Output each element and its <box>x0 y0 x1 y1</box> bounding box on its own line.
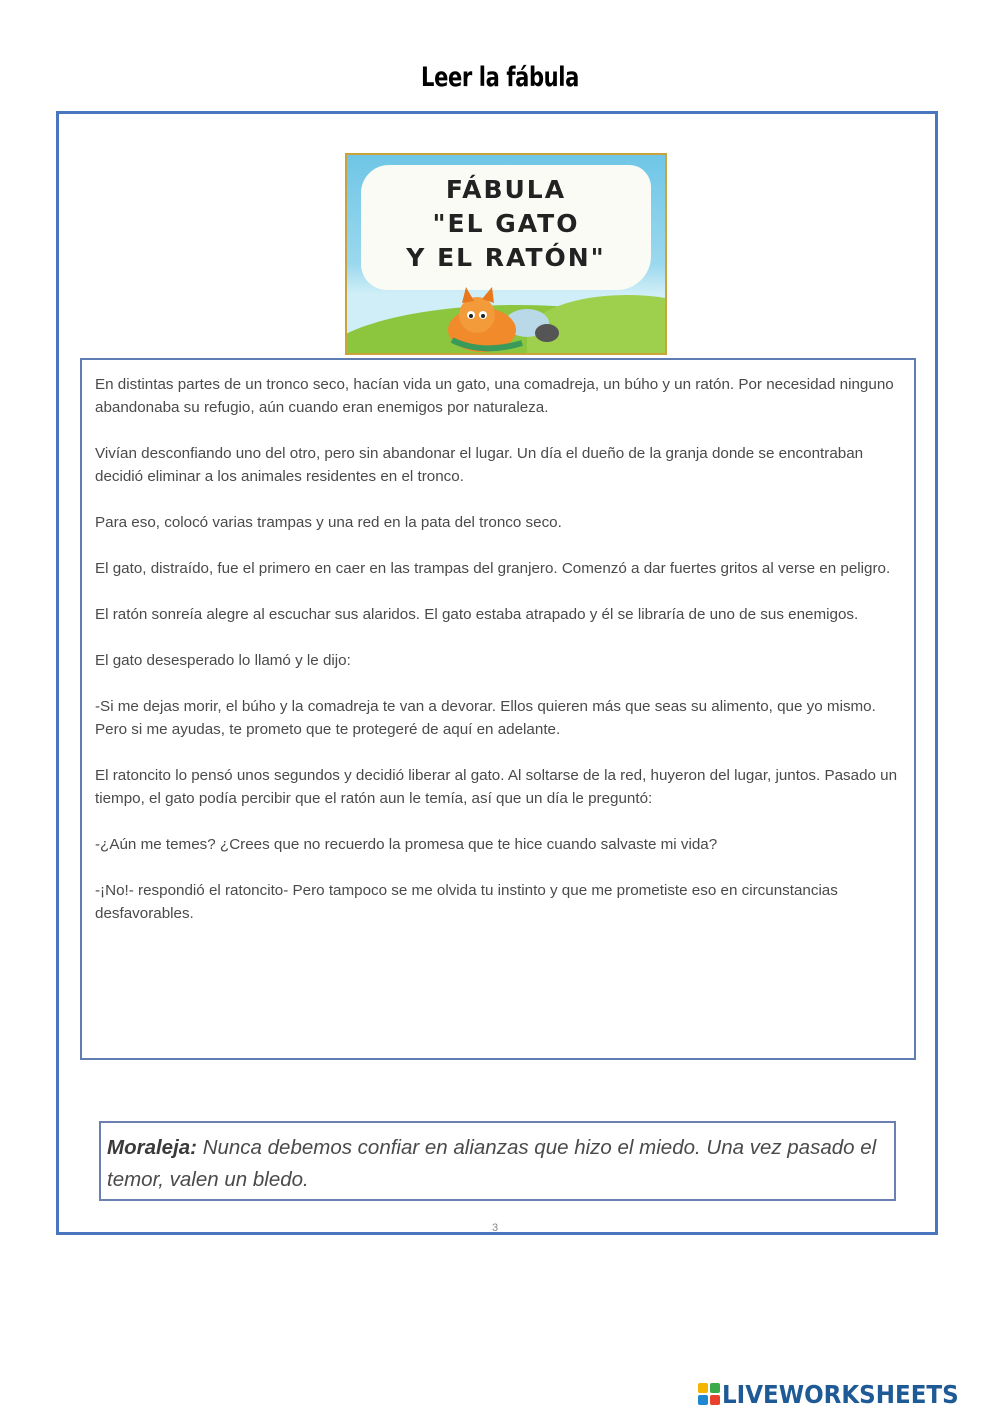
banner-title-line-1: FÁBULA <box>445 175 567 204</box>
cat-illustration <box>442 285 572 355</box>
page-title: Leer la fábula <box>421 62 579 93</box>
story-paragraph: El gato desesperado lo llamó y le dijo: <box>95 652 351 669</box>
story-paragraph: El ratón sonreía alegre al escuchar sus alaridos. El gato estaba atrapado y él se libraría de uno de sus enemigos. <box>95 606 859 623</box>
liveworksheets-logo-icon <box>698 1383 720 1405</box>
liveworksheets-logo-text: LIVEWORKSHEETS <box>722 1379 959 1409</box>
page-number: 3 <box>492 1222 499 1234</box>
story-paragraph: El gato, distraído, fue el primero en caer en las trampas del granjero. Comenzó a dar fuertes gritos al verse en peligro. <box>95 560 891 577</box>
moral-label: Moraleja: <box>107 1136 197 1159</box>
story-paragraph: -¡No!- respondió el ratoncito- Pero tampoco se me olvida tu instinto y que me prometiste eso en circunstancias desfavorables. <box>95 882 838 922</box>
banner-title-line-2: "EL GATO <box>432 209 580 238</box>
story-text-box <box>80 358 916 1060</box>
story-paragraph: El ratoncito lo pensó unos segundos y decidió liberar al gato. Al soltarse de la red, huyeron del lugar, juntos. Pasado un tiempo, el gato podía percibir que el ratón aun le temía, así que un día le preguntó: <box>95 767 898 807</box>
fable-banner-image <box>345 153 667 355</box>
story-paragraph: -¿Aún me temes? ¿Crees que no recuerdo la promesa que te hice cuando salvaste mi vida? <box>95 836 718 853</box>
banner-title-line-3: Y EL RATÓN" <box>406 243 606 272</box>
story-paragraph: En distintas partes de un tronco seco, hacían vida un gato, una comadreja, un búho y un ratón. Por necesidad ninguno abandonaba su refugio, aún cuando eran enemigos por naturaleza. <box>95 376 894 416</box>
moral-text: Nunca debemos confiar en alianzas que hizo el miedo. Una vez pasado el temor, valen un bledo. <box>107 1136 877 1191</box>
story-paragraph: Para eso, colocó varias trampas y una red en la pata del tronco seco. <box>95 514 562 531</box>
story-paragraph: -Si me dejas morir, el búho y la comadreja te van a devorar. Ellos quieren más que seas su alimento, que yo mismo. Pero si me ayudas, te prometo que te protegeré de aquí en adelante. <box>95 698 876 738</box>
banner-title <box>347 173 665 275</box>
liveworksheets-logo <box>698 1378 979 1410</box>
story-paragraph: Vivían desconfiando uno del otro, pero sin abandonar el lugar. Un día el dueño de la granja donde se encontraban decidió eliminar a los animales residentes en el tronco. <box>95 445 864 485</box>
moral-box <box>99 1121 896 1201</box>
